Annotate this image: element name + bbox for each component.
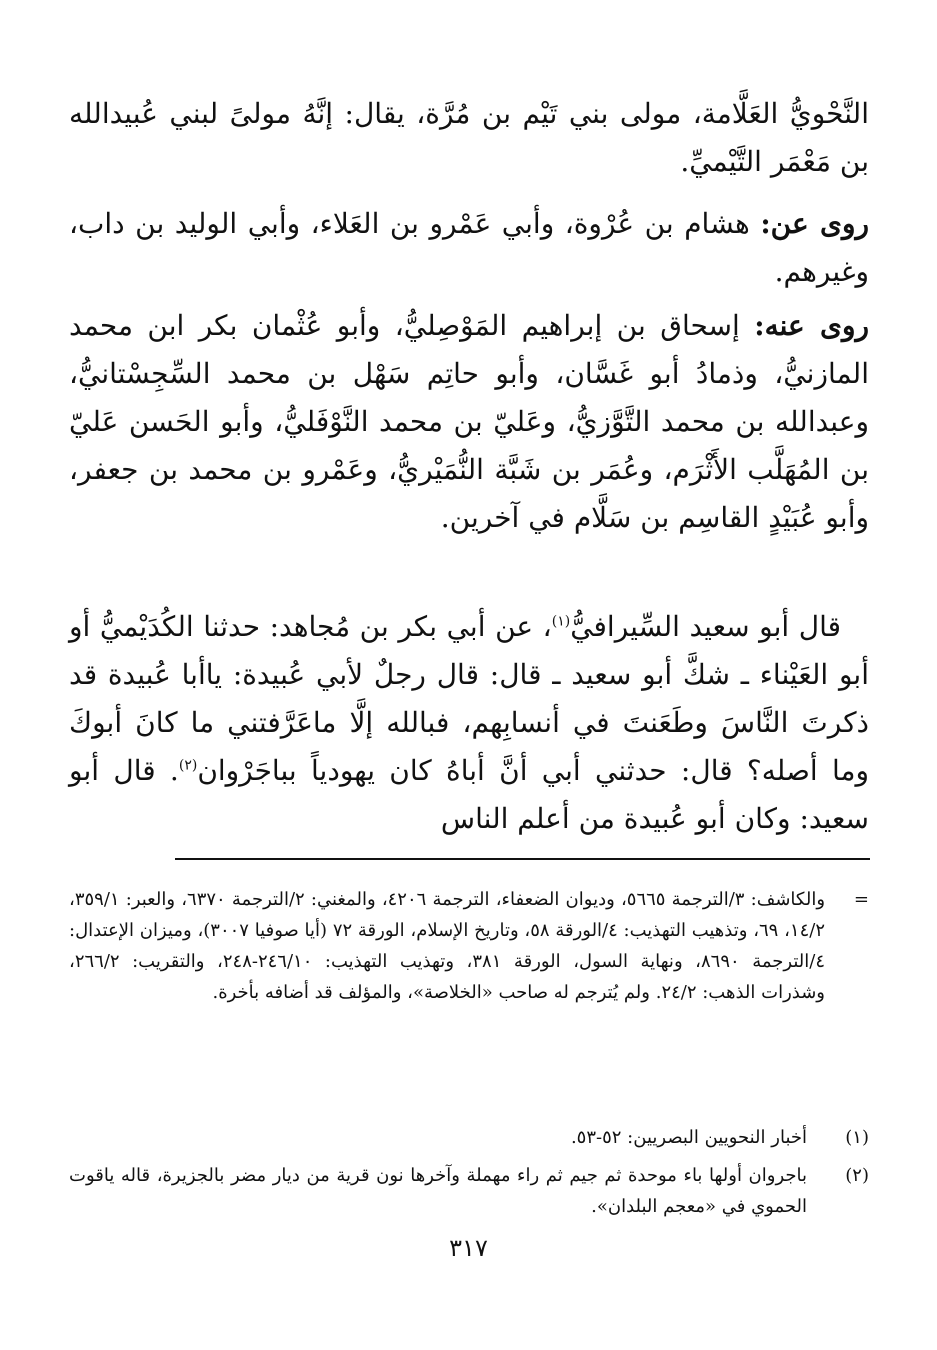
narrated-from-text: هشام بن عُرْوة، وأبي عَمْرو بن العَلاء، وأبي الوليد بن داب، وغيرهم. [69, 207, 869, 288]
footnote-1 [69, 1122, 869, 1153]
footnote-2 [69, 1160, 869, 1222]
footnote-number: (٢) [845, 1165, 869, 1186]
footnote-divider [175, 858, 870, 860]
narrated-by-text: إسحاق بن إبراهيم المَوْصِليُّ، وأبو عُثْمان بكر ابن محمد المازنيُّ، وذمادُ أبو غَسَّان، وأبو حاتِم سَهْل بن محمد السِّجِسْتانيُّ، وعبدالله بن محمد التَّوَّزيُّ، وعَليّ بن محمد النَّوْفَليُّ، وأبو الحَسن عَليّ بن المُهَلَّب الأَثْرَم، وعُمَر بن شَبَّة النُّمَيْريُّ، وعَمْرو بن محمد بن جعفر، وأبو عُبَيْدٍ القاسِم بن سَلَّام في آخرين. [69, 309, 869, 534]
anecdote-text-a: قال أبو سعيد السِّيرافيُّ [570, 610, 841, 643]
paragraph-intro: النَّحْويُّ العَلَّامة، مولى بني تَيْم بن مُرَّة، يقال: إنَّهُ مولىً لبني عُبيدالله بن مَعْمَر التَّيْميِّ. [69, 97, 869, 178]
page-number: ٣١٧ [449, 1234, 488, 1262]
footnote-text: أخبار النحويين البصريين: ٥٢-٥٣. [570, 1127, 807, 1148]
footnote-text: باجروان أولها باء موحدة ثم جيم ثم راء مهملة وآخرها نون قرية من ديار مضر بالجزيرة، قاله ياقوت الحموي في «معجم البلدان». [69, 1165, 807, 1217]
narrated-from-label: روى عن: [760, 207, 869, 240]
footnote-ref-2[interactable]: (٢) [178, 757, 198, 774]
footnote-continuation [69, 884, 869, 1008]
paragraph-narrated-from [69, 200, 869, 296]
continuation-marker: = [853, 889, 869, 910]
footnote-number: (١) [845, 1127, 869, 1148]
anecdote-text-b: ، عن أبي بكر بن مُجاهد: حدثنا الكُدَيْميُّ أو أبو العَيْناء ـ شكَّ أبو سعيد ـ قال: قال رجلٌ لأبي عُبيدة: ياأبا عُبيدة قد ذكرتَ النَّاسَ وطَعَنتَ في أنسابِهم، فبالله إلَّا ماعَرَّفتني ما كانَ أبوكَ وما أصله؟ قال: حدثني أبي أنَّ أباهُ كان يهودياً بباجَرْوان [69, 610, 870, 787]
paragraph-narrated-by [69, 302, 869, 542]
footnote-ref-1[interactable]: (١) [551, 613, 571, 630]
narrated-by-label: روى عنه: [754, 309, 870, 342]
continuation-text: والكاشف: ٣/الترجمة ٥٦٦٥، وديوان الضعفاء، الترجمة ٤٢٠٦، والمغني: ٢/الترجمة ٦٣٧٠، والعبر: ٣٥٩/١، ١٤/٢، ٦٩، وتذهيب التهذيب: ٤/الورقة ٥٨، وتاريخ الإسلام، الورقة ٧٢ (أيا صوفيا ٣٠٠٧)، وميزان الإعتدال: ٤/الترجمة ٨٦٩٠، ونهاية السول، الورقة ٣٨١، وتهذيب التهذيب: ٢٤٦/١٠-٢٤٨، والتقريب: ٢٦٦/٢، وشذرات الذهب: ٢٤/٢. ولم يُترجم له صاحب «الخلاصة»، والمؤلف قد أضافه بأخرة. [69, 889, 826, 1003]
anecdote-text-c: . قال أبو سعيد: وكان أبو عُبيدة من أعلم الناس [69, 754, 869, 835]
paragraph-anecdote [69, 603, 869, 843]
